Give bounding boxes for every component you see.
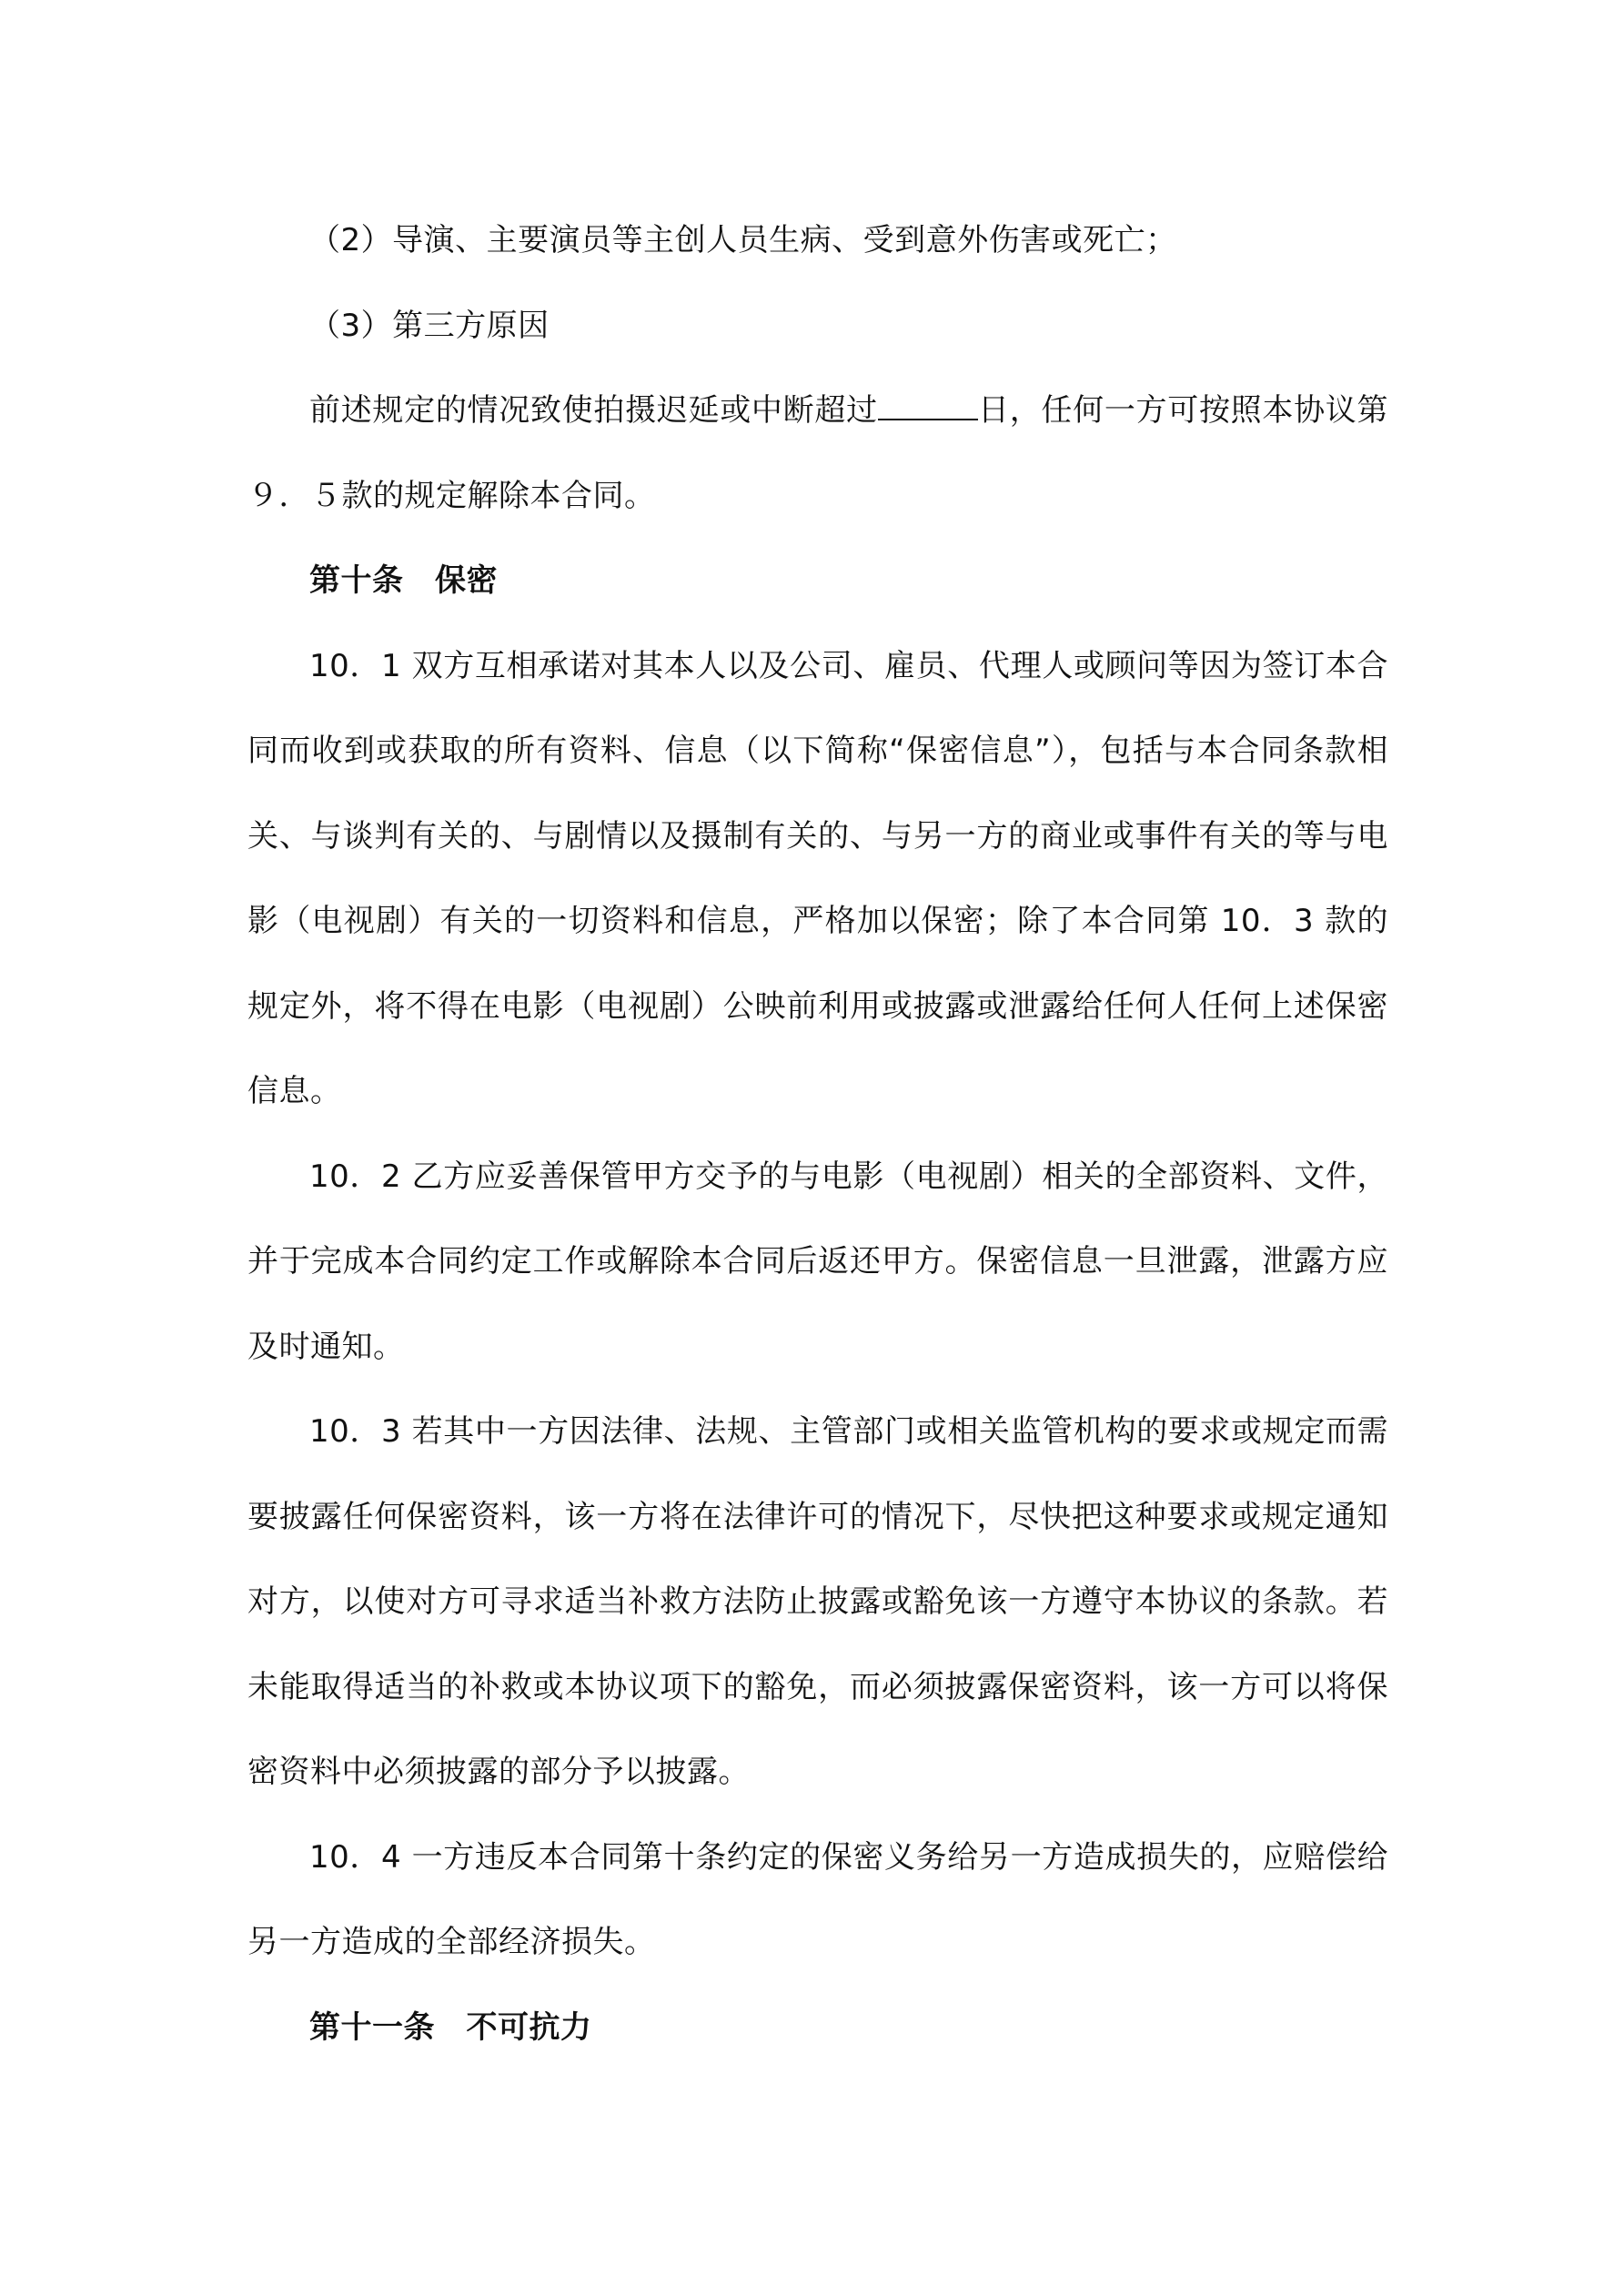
document-body	[247, 198, 1388, 2070]
clause-10-4: 10．4 一方违反本合同第十条约定的保密义务给另一方造成损失的，应赔偿给另一方造成的全部经济损失。	[247, 1838, 1388, 1960]
termination-text-before: 前述规定的情况致使拍摄迟延或中断超过	[309, 392, 878, 429]
clause-item-3: （3）第三方原因	[309, 307, 550, 344]
termination-paragraph	[247, 369, 1388, 539]
clause-item-2: （2）导演、主要演员等主创人员生病、受到意外伤害或死亡；	[309, 222, 1177, 258]
days-blank-field	[878, 391, 978, 420]
clause-10-3: 10．3 若其中一方因法律、法规、主管部门或相关监管机构的要求或规定而需要披露任何保密资料，该一方将在法律许可的情况下，尽快把这种要求或规定通知对方，以使对方可寻求适当补救方法防止披露或豁免该一方遵守本协议的条款。若未能取得适当的补救或本协议项下的豁免，而必须披露保密资料，该一方可以将保密资料中必须披露的部分予以披露。	[247, 1413, 1388, 1790]
article-10-heading: 第十条 保密	[309, 562, 498, 599]
clause-10-2: 10．2 乙方应妥善保管甲方交予的与电影（电视剧）相关的全部资料、文件，并于完成本合同约定工作或解除本合同后返还甲方。保密信息一旦泄露，泄露方应及时通知。	[247, 1158, 1388, 1365]
termination-text-after: 日，任何一方可按照本协议第９．５款的规定解除本合同。	[247, 392, 1389, 514]
article-11-heading: 第十一条 不可抗力	[309, 2008, 592, 2046]
clause-10-1: 10．1 双方互相承诺对其本人以及公司、雇员、代理人或顾问等因为签订本合同而收到或获取的所有资料、信息（以下简称“保密信息”），包括与本合同条款相关、与谈判有关的、与剧情以及摄制有关的、与另一方的商业或事件有关的等与电影（电视剧）有关的一切资料和信息，严格加以保密；除了本合同第 10．3 款的规定外，将不得在电影（电视剧）公映前利用或披露或泄露给任何人任何上述保密信息。	[247, 647, 1388, 1109]
